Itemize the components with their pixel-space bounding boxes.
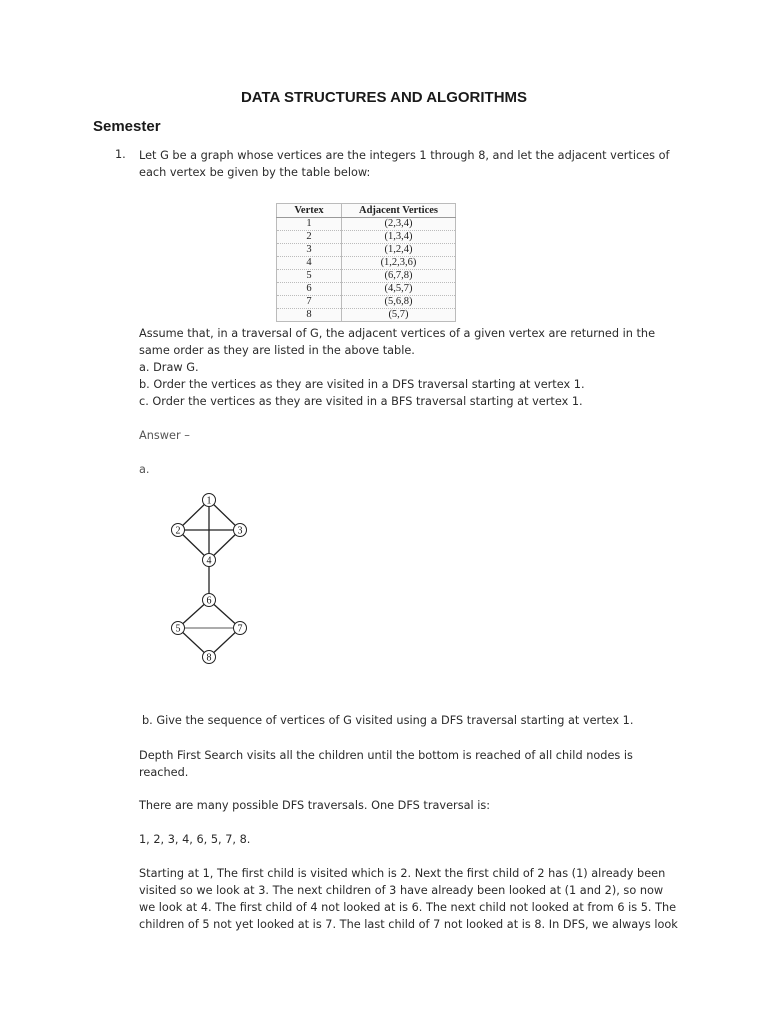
table-cell-adjacent: (6,7,8)	[342, 270, 456, 283]
table-row	[277, 231, 456, 244]
table-cell-adjacent: (1,3,4)	[342, 231, 456, 244]
dfs-explanation: Depth First Search visits all the children until the bottom is reached of all child nodes is reached.	[139, 749, 633, 779]
table-header-vertex: Vertex	[277, 204, 342, 218]
page-title: DATA STRUCTURES AND ALGORITHMS	[240, 89, 528, 106]
table-cell-adjacent: (4,5,7)	[342, 283, 456, 296]
table-row	[277, 218, 456, 231]
node-4-label: 4	[206, 555, 212, 567]
table-cell-adjacent: (2,3,4)	[342, 218, 456, 231]
node-7-label: 7	[237, 623, 243, 635]
table-row	[277, 270, 456, 283]
question-text: Let G be a graph whose vertices are the integers 1 through 8, and let the adjacent vertices of each vertex be given by the table below:	[139, 149, 670, 179]
table-cell-vertex: 7	[277, 296, 342, 309]
node-1-label: 1	[206, 495, 212, 507]
table-row	[277, 257, 456, 270]
table-row	[277, 309, 456, 322]
table-cell-vertex: 3	[277, 244, 342, 257]
section-heading: Semester	[93, 118, 161, 135]
adjacency-table	[276, 203, 456, 322]
question-number: 1.	[115, 148, 126, 161]
node-6-label: 6	[206, 595, 212, 607]
table-row	[277, 296, 456, 309]
node-2-label: 2	[175, 525, 181, 537]
part-b-text: b. Order the vertices as they are visited in a DFS traversal starting at vertex 1.	[139, 378, 585, 391]
part-a-text: a. Draw G.	[139, 361, 199, 374]
table-cell-adjacent: (5,7)	[342, 309, 456, 322]
dfs-sequence: 1, 2, 3, 4, 6, 5, 7, 8.	[139, 833, 251, 846]
table-cell-adjacent: (1,2,4)	[342, 244, 456, 257]
part-c-text: c. Order the vertices as they are visited in a BFS traversal starting at vertex 1.	[139, 395, 583, 408]
table-cell-adjacent: (1,2,3,6)	[342, 257, 456, 270]
node-5-label: 5	[175, 623, 181, 635]
table-header-row	[277, 204, 456, 218]
table-cell-vertex: 2	[277, 231, 342, 244]
assume-text: Assume that, in a traversal of G, the adjacent vertices of a given vertex are returned in the same order as they are listed in the above table.	[139, 327, 656, 357]
table-row	[277, 283, 456, 296]
table-cell-vertex: 6	[277, 283, 342, 296]
table-header-adjacent: Adjacent Vertices	[342, 204, 456, 218]
graph-diagram	[160, 488, 260, 668]
table-row	[277, 244, 456, 257]
dfs-detail: Starting at 1, The first child is visited which is 2. Next the first child of 2 has (1) already been visited so we look at 3. The next children of 3 have already been looked at (1 and 2), so now we look at 4. The first child of 4 not looked at is 6. The next child not looked at from 6 is 5. The children of 5 not yet looked at is 7. The last child of 7 not looked at is 8. In DFS, we always look	[139, 867, 678, 931]
answer-label: Answer –	[139, 429, 190, 442]
answer-a-label: a.	[139, 463, 150, 476]
table-cell-vertex: 8	[277, 309, 342, 322]
node-3-label: 3	[237, 525, 243, 537]
answer-b-heading: b. Give the sequence of vertices of G visited using a DFS traversal starting at vertex 1.	[142, 714, 634, 727]
node-8-label: 8	[206, 652, 212, 664]
table-cell-vertex: 5	[277, 270, 342, 283]
table-cell-adjacent: (5,6,8)	[342, 296, 456, 309]
table-cell-vertex: 1	[277, 218, 342, 231]
table-cell-vertex: 4	[277, 257, 342, 270]
dfs-many-text: There are many possible DFS traversals. One DFS traversal is:	[139, 799, 491, 812]
